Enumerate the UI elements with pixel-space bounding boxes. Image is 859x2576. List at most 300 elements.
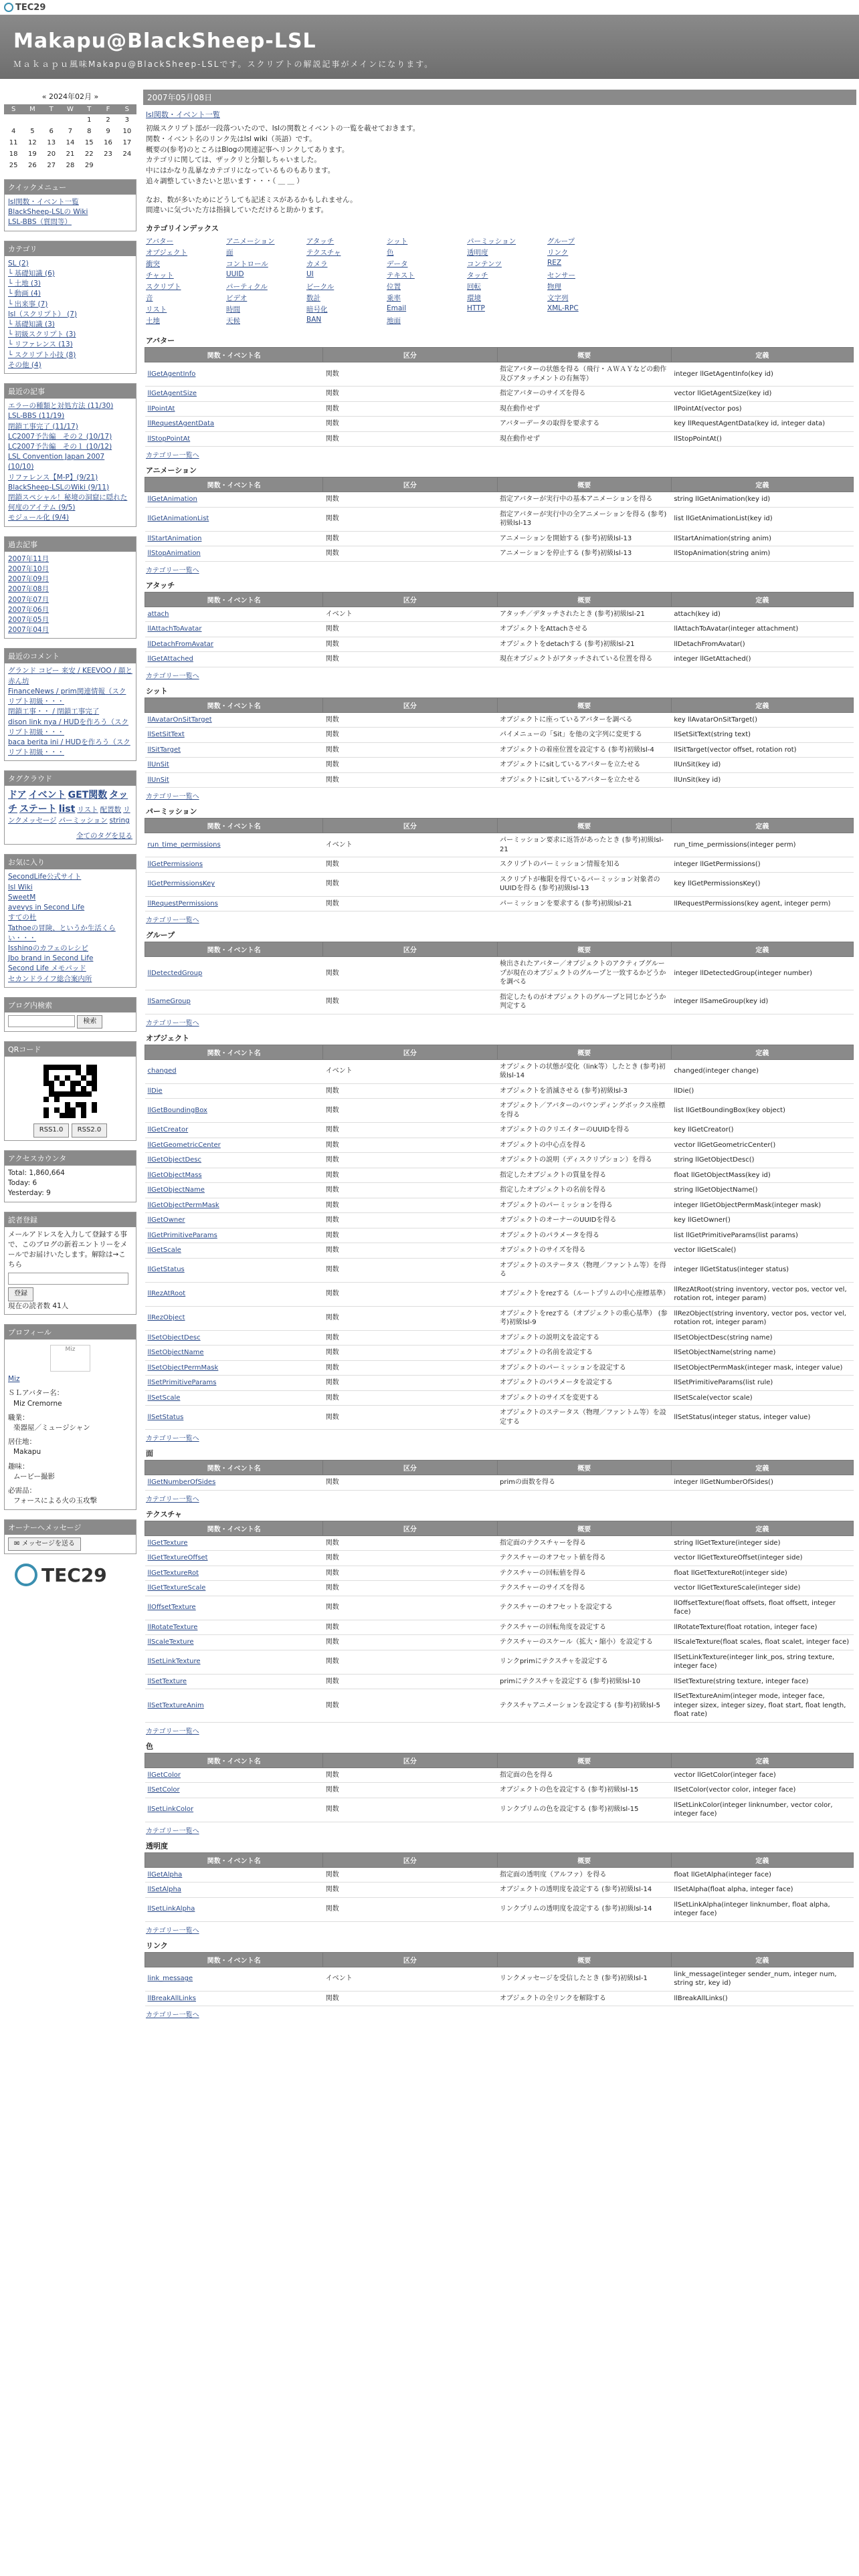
function-link[interactable]: llGetOwner xyxy=(147,1216,185,1224)
back-to-category-link[interactable]: カテゴリー一覧へ xyxy=(146,2012,199,2019)
comment-link[interactable]: dison link nya / HUDを作ろう（スクリプト初級・・・ xyxy=(8,718,129,736)
back-to-category-link[interactable]: カテゴリー一覧へ xyxy=(146,1495,199,1503)
table-cell xyxy=(145,1306,323,1330)
function-link[interactable]: run_time_permissions xyxy=(147,841,221,849)
favorite-link[interactable]: Jbo brand in Second Life xyxy=(8,954,94,963)
table-cell xyxy=(671,742,853,758)
archive-link[interactable]: 2007年09月 xyxy=(8,575,50,584)
table-cell xyxy=(323,712,497,728)
table-cell xyxy=(671,1243,853,1259)
column-header: 関数・イベント名 xyxy=(145,1045,323,1059)
cell-text: integer llGetAgentInfo(key id) xyxy=(674,370,773,378)
table-row xyxy=(145,1258,854,1282)
category-link[interactable]: その他 (4) xyxy=(8,360,41,369)
function-link[interactable]: llRezObject xyxy=(147,1314,185,1322)
table-cell xyxy=(323,1406,497,1430)
mail-icon: ✉ xyxy=(14,1539,20,1547)
recent-post-link[interactable]: リファレンス【M-P】(9/21) xyxy=(8,473,98,481)
function-link[interactable]: llGetAgentSize xyxy=(147,390,197,397)
category-index-link[interactable]: 衝突 xyxy=(146,260,160,268)
function-link[interactable]: llSetTexture xyxy=(147,1677,187,1685)
function-link[interactable]: llScaleTexture xyxy=(147,1638,194,1646)
category-index-link[interactable]: 時間 xyxy=(226,306,240,314)
calendar-day: 19 xyxy=(28,150,37,158)
recent-post-link[interactable]: LC2007予告編 その２ (10/17) xyxy=(8,432,112,441)
category-link[interactable]: └ 初級スクリプト (3) xyxy=(8,330,76,339)
category-index-link[interactable]: テクスチャ xyxy=(306,249,341,257)
favorite-link[interactable]: Isshinoのカフェのレシピ xyxy=(8,944,88,952)
category-index-link[interactable]: 物理 xyxy=(547,283,561,291)
archive-link[interactable]: 2007年04月 xyxy=(8,626,50,635)
table-cell xyxy=(671,652,853,667)
back-to-category-link[interactable]: カテゴリー一覧へ xyxy=(146,1727,199,1735)
function-link[interactable]: llGetTextureRot xyxy=(147,1569,199,1577)
search-button[interactable]: 検索 xyxy=(77,1015,102,1029)
rss1-button[interactable]: RSS1.0 xyxy=(33,1123,70,1138)
archive-link[interactable]: 2007年07月 xyxy=(8,595,50,604)
category-index-link[interactable]: アニメーション xyxy=(226,237,275,245)
function-link[interactable]: link_message xyxy=(147,1975,193,1983)
category-index-link[interactable]: HTTP xyxy=(467,304,485,312)
counter-total: Total: 1,860,664 xyxy=(8,1168,65,1177)
function-link[interactable]: llUnSit xyxy=(147,761,169,768)
category-index-link[interactable]: シット xyxy=(387,237,408,245)
email-input[interactable] xyxy=(8,1273,128,1285)
function-link[interactable]: llGetPermissions xyxy=(147,861,203,868)
function-link[interactable]: llStopAnimation xyxy=(147,550,201,557)
recent-post-link[interactable]: 閉鎖工事完了 (11/17) xyxy=(8,422,78,431)
tag-link[interactable]: リスト xyxy=(77,805,98,814)
category-index-link[interactable]: 回転 xyxy=(467,283,481,291)
function-link[interactable]: llGetPermissionsKey xyxy=(147,880,215,888)
category-item xyxy=(8,350,132,360)
function-link[interactable]: llGetNumberOfSides xyxy=(147,1479,216,1486)
table-row xyxy=(145,387,854,402)
function-link[interactable]: llPointAt xyxy=(147,405,175,413)
category-item xyxy=(8,310,132,320)
function-link[interactable]: llStartAnimation xyxy=(147,534,202,542)
column-header: 概要 xyxy=(497,819,671,833)
function-link[interactable]: llSetStatus xyxy=(147,1413,184,1421)
function-table xyxy=(145,1852,854,1922)
table-row xyxy=(145,742,854,758)
access-counter: アクセスカウンタ Total: 1,860,664 Today: 6 Yesterday: 9 xyxy=(4,1150,136,1202)
tag-link[interactable]: パーミッション xyxy=(58,817,108,825)
category-index-link[interactable]: スクリプト xyxy=(146,283,181,291)
reader-count: 現在の読者数 41人 xyxy=(8,1301,69,1310)
function-link[interactable]: llRequestPermissions xyxy=(147,899,218,907)
send-message-button[interactable]: ✉ メッセージを送る xyxy=(8,1537,81,1551)
category-index-link[interactable]: 環境 xyxy=(467,294,481,302)
calendar-day xyxy=(23,114,41,126)
table-cell xyxy=(323,492,497,508)
table-cell xyxy=(323,531,497,546)
favorite-link[interactable]: すての杜 xyxy=(8,914,37,922)
table-cell xyxy=(671,1581,853,1596)
recent-posts: 最近の記事 エラーの種類と対処方法 (11/30) LSL-BBS (11/19) 閉鎖工事完了 (11/17) LC2007予告編 その２ (10/17) LC2007予告編 その１ (10/12) LSL Convention Japan 2007 (10/10) リファレンス【M-P】(9/21) BlackSheep-LSLのWiki (9/11) 閉鎖スペシャル！秘境の洞窟に隠れた何度のアイテム (9/5) モジュール化 (9/4) xyxy=(4,383,136,527)
function-link[interactable]: llSameGroup xyxy=(147,998,191,1006)
recent-post-item xyxy=(8,493,132,513)
category-link[interactable]: └ 出来事 (7) xyxy=(8,300,48,308)
table-cell xyxy=(497,1620,671,1635)
calendar-weekday: F xyxy=(98,104,117,114)
table-cell xyxy=(145,1783,323,1798)
quick-menu-link[interactable]: BlackSheep-LSLの Wiki xyxy=(8,208,88,217)
comment-link[interactable]: グランド コピー 来安 / KEEVOO / 顔と赤ん坊 xyxy=(8,667,132,685)
archive-item xyxy=(8,584,132,595)
category-index-link[interactable]: XML-RPC xyxy=(547,304,579,312)
table-cell xyxy=(671,1535,853,1551)
category-index-link[interactable]: グループ xyxy=(547,237,575,245)
function-link[interactable]: llSetTextureAnim xyxy=(147,1701,204,1709)
category-link[interactable]: SL (2) xyxy=(8,259,29,267)
tag-link[interactable]: list xyxy=(58,803,76,815)
archive-link[interactable]: 2007年11月 xyxy=(8,554,50,563)
category-index-link[interactable]: オブジェクト xyxy=(146,249,188,257)
category-index-link[interactable]: カメラ xyxy=(306,260,328,268)
calendar-day: 14 xyxy=(66,139,75,146)
function-link[interactable]: llSetScale xyxy=(147,1394,181,1402)
function-link[interactable]: changed xyxy=(147,1067,177,1075)
column-header: 関数・イベント名 xyxy=(145,942,323,957)
table-row xyxy=(145,1581,854,1596)
cell-text: オブジェクトの名前を設定する xyxy=(500,1349,593,1356)
recent-post-link[interactable]: BlackSheep-LSLのWiki (9/11) xyxy=(8,483,110,492)
function-link[interactable]: llGetGeometricCenter xyxy=(147,1141,221,1149)
category-index-link[interactable]: ビークル xyxy=(306,283,335,291)
table-cell xyxy=(145,1689,323,1723)
table-row xyxy=(145,728,854,743)
function-link[interactable]: llGetTexture xyxy=(147,1539,188,1547)
table-cell xyxy=(497,1243,671,1259)
category-link[interactable]: └ 土地 (3) xyxy=(8,280,41,288)
category-index-link[interactable]: 天候 xyxy=(226,317,240,325)
table-row xyxy=(145,1138,854,1153)
cell-text: 関数 xyxy=(325,880,339,888)
category-index-link[interactable]: リンク xyxy=(547,249,569,257)
category-index-link[interactable]: 数計 xyxy=(306,294,320,302)
archive-link[interactable]: 2007年08月 xyxy=(8,585,50,594)
back-to-category-link[interactable]: カテゴリー一覧へ xyxy=(146,793,199,800)
tag-link[interactable]: string xyxy=(109,817,130,825)
calendar-weekday: M xyxy=(23,104,41,114)
tag-link[interactable]: リンクメッセージ xyxy=(8,805,130,825)
back-to-category-link[interactable]: カテゴリー一覧へ xyxy=(146,672,199,680)
function-link[interactable]: llUnSit xyxy=(147,776,169,784)
column-header: 定義 xyxy=(671,1753,853,1767)
cell-text: パイメニューの「Sit」を他の文字列に変更する xyxy=(500,731,642,738)
favorite-item xyxy=(8,964,132,974)
tag-link[interactable]: イベント xyxy=(28,790,66,801)
cell-text: key llAvatarOnSitTarget() xyxy=(674,716,758,724)
section-title: 色 xyxy=(146,1741,153,1751)
cell-text: link_message(integer sender_num, integer num, string str, key id) xyxy=(674,1970,837,1987)
favorite-link[interactable]: lsl Wiki xyxy=(8,883,33,891)
function-link[interactable]: llSetObjectPermMask xyxy=(147,1364,219,1372)
cell-text: 関数 xyxy=(325,1604,339,1612)
category-index-link[interactable]: アバター xyxy=(146,237,174,245)
category-index-link[interactable]: 乗率 xyxy=(387,294,401,302)
column-header: 区分 xyxy=(323,477,497,492)
favorite-item xyxy=(8,903,132,913)
comment-link[interactable]: FinanceNews / prim関連情報（スクリプト初級・・・ xyxy=(8,687,126,706)
function-link[interactable]: llGetAttached xyxy=(147,655,193,663)
search-input[interactable] xyxy=(8,1015,75,1027)
category-index-link[interactable]: チャット xyxy=(146,272,174,280)
archive-link[interactable]: 2007年10月 xyxy=(8,564,50,573)
category-index-link[interactable]: 地面 xyxy=(387,317,401,325)
tag-link[interactable]: GET関数 xyxy=(68,790,108,801)
comment-link[interactable]: 閉鎖工事・・ / 閉鎖工事完了 xyxy=(8,708,100,716)
category-link[interactable]: lsl（スクリプト） (7) xyxy=(8,310,78,318)
table-cell xyxy=(323,896,497,911)
section-title: 面 xyxy=(146,1449,153,1458)
function-link[interactable]: llGetPrimitiveParams xyxy=(147,1231,217,1239)
category-index-link[interactable]: タッチ xyxy=(467,272,488,280)
cell-text: 関数 xyxy=(325,1638,339,1646)
cell-text: float llGetTextureRot(integer side) xyxy=(674,1569,787,1577)
table-row xyxy=(145,1168,854,1183)
category-index-link[interactable]: コンテンツ xyxy=(467,260,502,268)
cell-text: 指定面の透明度（アルファ）を得る xyxy=(500,1870,607,1879)
function-link[interactable]: llSetLinkTexture xyxy=(147,1658,201,1666)
function-link[interactable]: llDie xyxy=(147,1087,163,1095)
function-link[interactable]: llBreakAllLinks xyxy=(147,1994,196,2002)
category-index-link[interactable]: UI xyxy=(306,270,314,278)
profile-name[interactable]: Miz xyxy=(8,1375,20,1384)
section-5 xyxy=(143,930,856,1027)
favorite-link[interactable]: Tathoeの冒険、というか生活くらい・・・ xyxy=(8,924,116,942)
back-to-category-link[interactable]: カテゴリー一覧へ xyxy=(146,1927,199,1935)
table-cell xyxy=(497,1376,671,1391)
function-link[interactable]: llGetTextureOffset xyxy=(147,1554,208,1562)
category-index-link[interactable]: BAN xyxy=(306,316,322,324)
profile-box: プロフィール Miz Miz ＳＬアバター名： Miz Cremorne 職業： 楽器屋／ミュージシャン 居住地： Makapu 趣味： ムービー撮影 必需品： フォースによる火の玉攻撃 xyxy=(4,1324,136,1509)
category-index-link[interactable]: 音 xyxy=(146,294,153,302)
section-8 xyxy=(143,1509,856,1735)
table-cell xyxy=(323,728,497,743)
tec29-footer-logo[interactable]: TEC29 xyxy=(15,1564,136,1586)
back-to-category xyxy=(146,1432,856,1442)
cell-text: llSetPrimitiveParams(list rule) xyxy=(674,1379,773,1386)
function-link[interactable]: llSetLinkColor xyxy=(147,1806,194,1814)
category-index-link[interactable]: REZ xyxy=(547,259,562,267)
function-link[interactable]: llGetColor xyxy=(147,1771,181,1779)
category-index-link[interactable]: 暗号化 xyxy=(306,306,328,314)
function-link[interactable]: llOffsetTexture xyxy=(147,1604,196,1612)
column-header: 関数・イベント名 xyxy=(145,592,323,607)
tec29-logo[interactable]: TEC29 xyxy=(4,3,45,13)
back-to-category-link[interactable]: カテゴリー一覧へ xyxy=(146,452,199,459)
recent-post-link[interactable]: モジュール化 (9/4) xyxy=(8,514,70,522)
function-link[interactable]: llRequestAgentData xyxy=(147,420,215,427)
function-link[interactable]: llSetObjectDesc xyxy=(147,1333,201,1341)
function-link[interactable]: llSetSitText xyxy=(147,731,185,738)
tag-link[interactable]: ステート xyxy=(19,803,57,815)
all-tags-link[interactable]: 全てのタグを見る xyxy=(76,832,132,841)
function-link[interactable]: llGetBoundingBox xyxy=(147,1106,207,1114)
column-header: 概要 xyxy=(497,942,671,957)
tec29-logo-icon xyxy=(4,3,13,12)
back-to-category xyxy=(146,670,856,680)
category-index-link[interactable]: 色 xyxy=(387,249,394,257)
cell-text: 関数 xyxy=(325,1905,339,1913)
table-cell xyxy=(497,1213,671,1228)
table-cell xyxy=(671,1390,853,1406)
category-index-link[interactable]: リスト xyxy=(146,306,167,314)
register-button[interactable]: 登録 xyxy=(8,1287,33,1301)
cell-text: アタッチ／デタッチされたとき (参考)初級lsl-21 xyxy=(500,610,645,618)
function-link[interactable]: llGetObjectDesc xyxy=(147,1156,202,1164)
function-link[interactable]: llGetAgentInfo xyxy=(147,370,196,378)
function-link[interactable]: llRezAtRoot xyxy=(147,1290,186,1298)
function-link[interactable]: llGetScale xyxy=(147,1247,181,1254)
function-link[interactable]: llGetObjectMass xyxy=(147,1171,202,1179)
column-header: 関数・イベント名 xyxy=(145,1521,323,1535)
back-to-category xyxy=(146,1925,856,1935)
back-to-category-link[interactable]: カテゴリー一覧へ xyxy=(146,566,199,574)
function-link[interactable]: llSetAlpha xyxy=(147,1886,181,1893)
category-index-link[interactable]: UUID xyxy=(226,270,244,278)
recent-post-link[interactable]: LSL Convention Japan 2007 (10/10) xyxy=(8,453,105,471)
comment-item xyxy=(8,707,132,717)
function-link[interactable]: llGetAnimation xyxy=(147,496,197,503)
comment-link[interactable]: baca berita ini / HUDを作ろう（スクリプト初級・・・ xyxy=(8,738,130,757)
recent-post-link[interactable]: エラーの種類と対処方法 (11/30) xyxy=(8,402,114,411)
rss2-button[interactable]: RSS2.0 xyxy=(72,1123,108,1138)
function-link[interactable]: llStopPointAt xyxy=(147,435,191,443)
archive-link[interactable]: 2007年05月 xyxy=(8,616,50,624)
category-link[interactable]: └ リファレンス (13) xyxy=(8,340,73,349)
category-index-link[interactable]: 面 xyxy=(226,249,233,257)
favorite-link[interactable]: Second Life メモパッド xyxy=(8,964,86,973)
table-row xyxy=(145,1596,854,1620)
function-link[interactable]: llDetachFromAvatar xyxy=(147,640,214,648)
function-link[interactable]: llAttachToAvatar xyxy=(147,625,202,633)
function-link[interactable]: attach xyxy=(147,610,169,618)
table-row xyxy=(145,1083,854,1099)
category-index-link[interactable]: 土地 xyxy=(146,317,160,325)
back-to-category-link[interactable]: カテゴリー一覧へ xyxy=(146,1019,199,1027)
function-link[interactable]: llDetectedGroup xyxy=(147,969,203,977)
tag-link[interactable]: タッチ xyxy=(8,790,128,815)
tag-link[interactable]: ドア xyxy=(8,790,27,801)
column-header: 概要 xyxy=(497,1461,671,1475)
back-to-category-link[interactable]: カテゴリー一覧へ xyxy=(146,1435,199,1442)
cell-text: イベント xyxy=(325,1067,353,1075)
recent-post-link[interactable]: 閉鎖スペシャル！秘境の洞窟に隠れた何度のアイテム (9/5) xyxy=(8,494,128,512)
category-link[interactable]: └ 基礎知識 (6) xyxy=(8,269,55,278)
cell-text: vector llGetScale() xyxy=(674,1247,737,1254)
category-index-link[interactable]: パーミッション xyxy=(467,237,516,245)
archive-link[interactable]: 2007年06月 xyxy=(8,605,50,614)
calendar-day: 6 xyxy=(49,128,54,135)
owner-message-box: オーナーへメッセージ ✉ メッセージを送る xyxy=(4,1519,136,1555)
back-to-category-link[interactable]: カテゴリー一覧へ xyxy=(146,1827,199,1835)
top-logo-bar xyxy=(0,0,859,15)
category-link[interactable]: └ 基礎知識 (3) xyxy=(8,320,55,328)
function-link[interactable]: llAvatarOnSitTarget xyxy=(147,716,212,724)
table-cell xyxy=(671,758,853,773)
category-index-link[interactable]: 透明度 xyxy=(467,249,488,257)
category-index-link[interactable]: 位置 xyxy=(387,283,401,291)
column-header: 区分 xyxy=(323,942,497,957)
recent-post-link[interactable]: LC2007予告編 その１ (10/12) xyxy=(8,442,112,451)
cell-text: 関数 xyxy=(325,1141,339,1149)
favorite-link[interactable]: SweetM xyxy=(8,893,36,901)
table-cell xyxy=(671,1475,853,1491)
table-cell xyxy=(671,1551,853,1566)
function-link[interactable]: llRotateTexture xyxy=(147,1623,198,1631)
table-cell xyxy=(671,1867,853,1883)
category-index-link[interactable]: ビデオ xyxy=(226,294,248,302)
post-title[interactable]: lsl関数・イベント一覧 xyxy=(146,110,220,119)
cell-text: 関数 xyxy=(325,435,339,443)
favorite-link[interactable]: SecondLife公式サイト xyxy=(8,873,82,881)
function-table xyxy=(145,942,854,1014)
category-index-link[interactable]: センサー xyxy=(547,272,575,280)
calendar-day: 9 xyxy=(106,128,110,135)
cell-text: llRezObject(string inventory, vector pos, vector vel, rotation rot, integer param) xyxy=(674,1309,846,1326)
function-link[interactable]: llGetObjectPermMask xyxy=(147,1201,219,1209)
function-link[interactable]: llSetColor xyxy=(147,1786,180,1794)
function-link[interactable]: llSitTarget xyxy=(147,746,181,754)
category-index-link[interactable]: パーティクル xyxy=(226,283,268,291)
back-to-category-link[interactable]: カテゴリー一覧へ xyxy=(146,917,199,924)
quick-menu-item xyxy=(8,207,132,217)
cell-text: オブジェクトに座っているアバターを調べる xyxy=(500,716,633,724)
table-cell xyxy=(323,1767,497,1783)
category-link[interactable]: └ 動画 (4) xyxy=(8,290,41,298)
cell-text: オブジェクトのステータス（物理／ファントム等）を設定する xyxy=(500,1409,666,1426)
function-link[interactable]: llGetAlpha xyxy=(147,1870,183,1879)
table-cell xyxy=(671,1991,853,2006)
favorite-link[interactable]: セカンドライフ総合案内所 xyxy=(8,974,92,983)
recent-post-link[interactable]: LSL-BBS (11/19) xyxy=(8,412,65,421)
blog-title[interactable]: Makapu@BlackSheep-LSL xyxy=(13,29,316,53)
function-link[interactable]: llGetCreator xyxy=(147,1126,189,1134)
category-link[interactable]: └ スクリプト小技 (8) xyxy=(8,350,76,359)
category-index-link[interactable]: Email xyxy=(387,304,407,312)
favorite-link[interactable]: avevys in Second Life xyxy=(8,903,85,912)
function-link[interactable]: llGetStatus xyxy=(147,1266,185,1274)
category-index-link[interactable]: テキスト xyxy=(387,272,415,280)
category-index-link[interactable]: 文字列 xyxy=(547,294,569,302)
table-cell xyxy=(323,1138,497,1153)
cell-text: llRequestPermissions(key agent, integer perm) xyxy=(674,899,831,907)
tag-link[interactable]: 配置数 xyxy=(100,805,122,814)
category-index-link[interactable]: データ xyxy=(387,260,408,268)
function-link[interactable]: llGetAnimationList xyxy=(147,515,209,523)
category-index-link[interactable]: コントロール xyxy=(226,260,268,268)
category-index-link[interactable]: アタッチ xyxy=(306,237,335,245)
function-link[interactable]: llGetObjectName xyxy=(147,1186,205,1194)
function-link[interactable]: llGetTextureScale xyxy=(147,1584,206,1592)
comment-item xyxy=(8,666,132,686)
section-7 xyxy=(143,1448,856,1503)
function-link[interactable]: llSetPrimitiveParams xyxy=(147,1379,217,1386)
table-cell xyxy=(145,362,323,387)
function-link[interactable]: llSetObjectName xyxy=(147,1349,204,1356)
function-link[interactable]: llSetLinkAlpha xyxy=(147,1905,195,1913)
quick-menu-link[interactable]: LSL-BBS（質問等） xyxy=(8,218,72,227)
calendar-nav[interactable]: « 2024年02月 » xyxy=(41,92,99,101)
intro-line: なお、数が多いためにどうしても記述ミスがあるかもしれません。 xyxy=(146,195,357,204)
quick-menu-link[interactable]: lsl関数・イベント一覧 xyxy=(8,198,79,206)
table-cell xyxy=(671,1346,853,1361)
table-cell xyxy=(671,492,853,508)
column-header: 関数・イベント名 xyxy=(145,1952,323,1967)
